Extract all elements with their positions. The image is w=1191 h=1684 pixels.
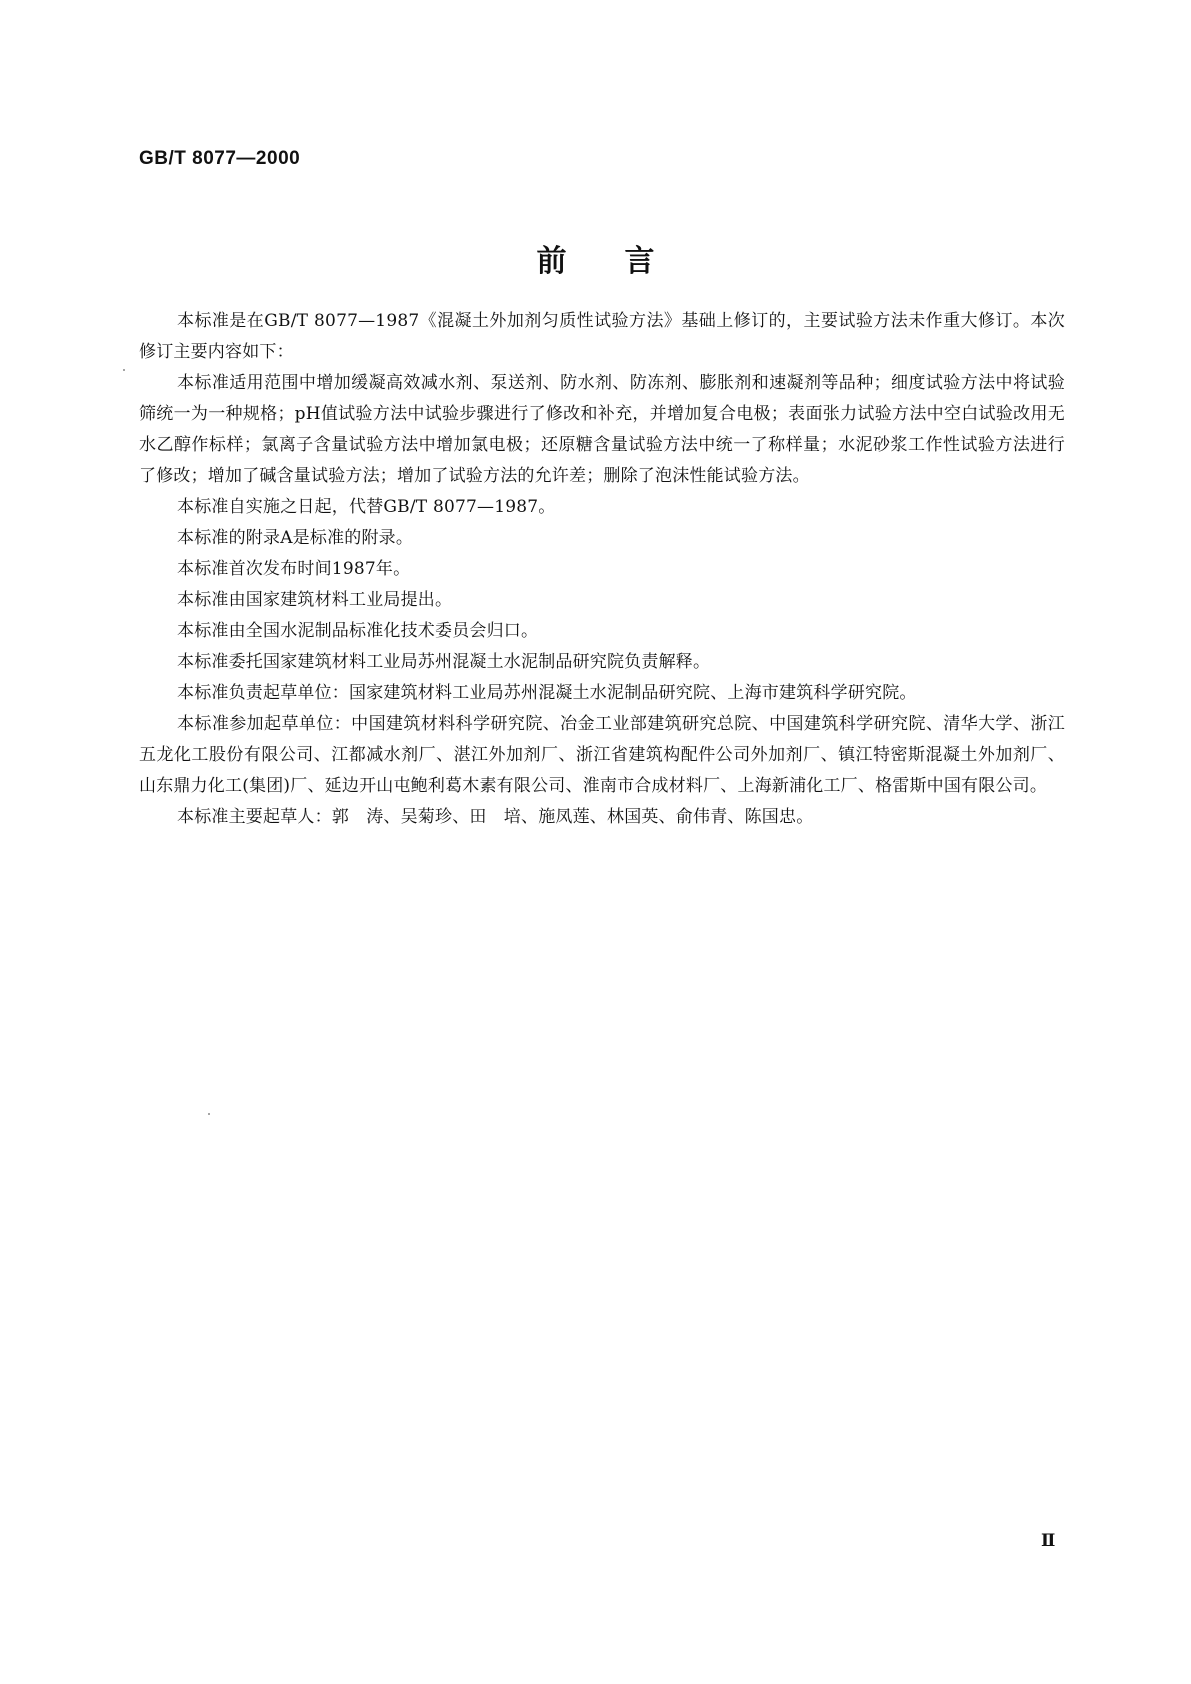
- scan-speck: [123, 369, 125, 371]
- page-number: Ⅱ: [1041, 1531, 1056, 1551]
- paragraph-first-release: 本标准首次发布时间1987年。: [177, 559, 411, 579]
- paragraph-revision-basis: 本标准是在GB/T 8077—1987《混凝土外加剂匀质性试验方法》基础上修订的，主要试验方法未作重大修订。本次修订主要内容如下：: [139, 311, 1065, 362]
- page-title: 前言: [536, 244, 713, 279]
- scan-speck: [208, 1113, 210, 1115]
- paragraph-centralized-by: 本标准由全国水泥制品标准化技术委员会归口。: [177, 621, 539, 641]
- paragraph-main-drafters: 本标准主要起草人：郭 涛、吴菊珍、田 培、施凤莲、林国英、俞伟青、陈国忠。: [177, 807, 814, 827]
- paragraph-participating-orgs: 本标准参加起草单位：中国建筑材料科学研究院、冶金工业部建筑研究总院、中国建筑科学研究院、清华大学、浙江五龙化工股份有限公司、江都减水剂厂、湛江外加剂厂、浙江省建筑构配件公司外加剂厂、镇江特密斯混凝土外加剂厂、山东鼎力化工(集团)厂、延边开山屯鲍利葛木素有限公司、淮南市合成材料厂、上海新浦化工厂、格雷斯中国有限公司。: [139, 714, 1065, 796]
- paragraph-main-drafters-org: 本标准负责起草单位：国家建筑材料工业局苏州混凝土水泥制品研究院、上海市建筑科学研究院。: [177, 683, 917, 703]
- paragraph-appendix: 本标准的附录A是标准的附录。: [177, 528, 414, 548]
- paragraph-revision-contents: 本标准适用范围中增加缓凝高效减水剂、泵送剂、防水剂、防冻剂、膨胀剂和速凝剂等品种；细度试验方法中将试验筛统一为一种规格；pH值试验方法中试验步骤进行了修改和补充，并增加复合电极；表面张力试验方法中空白试验改用无水乙醇作标样；氯离子含量试验方法中增加氯电极；还原糖含量试验方法中统一了称样量；水泥砂浆工作性试验方法进行了修改；增加了碱含量试验方法；增加了试验方法的允许差；删除了泡沫性能试验方法。: [139, 373, 1065, 486]
- standard-code: GB/T 8077—2000: [139, 148, 301, 169]
- paragraph-replaces: 本标准自实施之日起，代替GB/T 8077—1987。: [177, 497, 556, 517]
- paragraph-proposed-by: 本标准由国家建筑材料工业局提出。: [177, 590, 453, 610]
- paragraph-interpretation: 本标准委托国家建筑材料工业局苏州混凝土水泥制品研究院负责解释。: [177, 652, 711, 672]
- foreword-body: [139, 306, 1065, 833]
